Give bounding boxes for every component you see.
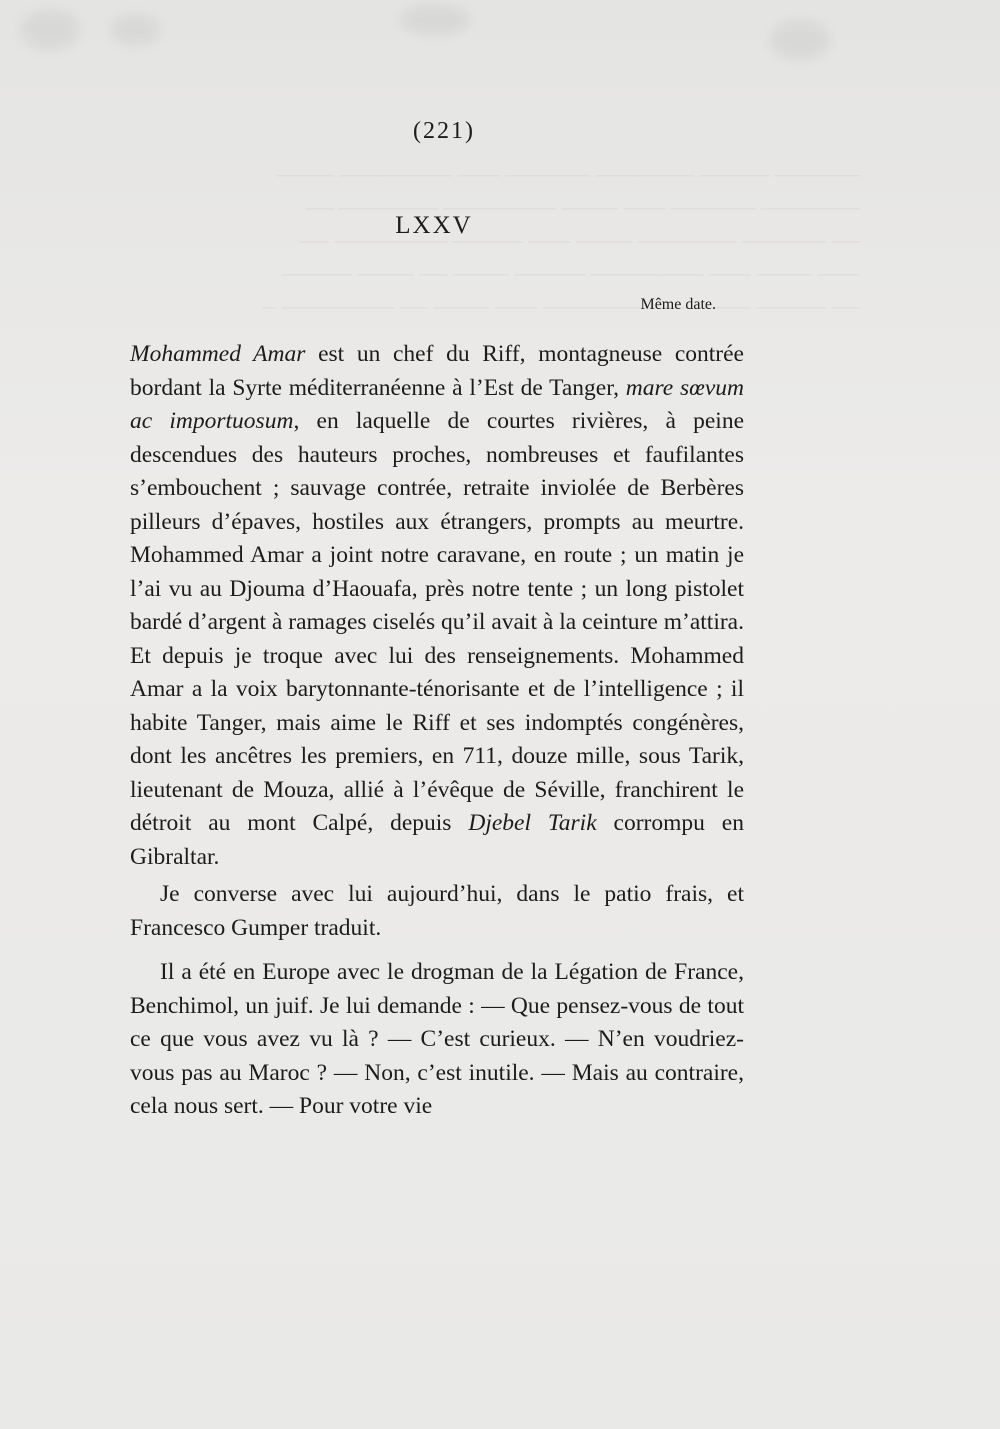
paragraph bbox=[130, 338, 744, 874]
text-span: , en laquelle de courtes rivières, à peine descendues des hauteurs proches, nombreuses et faufilantes s’embouchent ; sauvage contrée, retraite inviolée de Berbères pilleurs d’épaves, hostiles aux étrangers, prompts au meurtre. Mohammed Amar a joint notre caravane, en route ; un matin je l’ai vu au Djouma d’Haouafa, près notre tente ; un long pistolet bardé d’argent à ramages ciselés qu’il avait à la ceinture m’attira. Et depuis je troque avec lui des renseignements. Mohammed Amar a la voix barytonnante-ténorisante et de l’intelligence ; il habite Tanger, mais aime le Riff et ses indomptés congénères, dont les ancêtres les premiers, en 711, douze mille, sous Tarik, lieutenant de Mouza, allié à l’évêque de Séville, franchirent le détroit au mont Calpé, depuis bbox=[130, 408, 744, 836]
bleed-through-text bbox=[140, 160, 860, 325]
body-text bbox=[130, 338, 744, 1135]
text-span: Je converse avec lui aujourd’hui, dans le patio frais, et Francesco Gumper traduit. bbox=[130, 881, 744, 941]
paper-stain bbox=[400, 5, 470, 35]
italic-text: Mohammed Amar bbox=[130, 341, 306, 367]
paragraph bbox=[130, 878, 744, 945]
italic-text: mare sœvum ac importuosum bbox=[130, 374, 744, 434]
paper-stain bbox=[20, 10, 80, 50]
text-span: corrompu en Gibraltar. bbox=[130, 810, 744, 870]
date-line: Même date. bbox=[640, 296, 716, 313]
chapter-title: LXXV bbox=[395, 212, 473, 239]
italic-text: Djebel Tarik bbox=[468, 810, 597, 836]
paragraph bbox=[130, 956, 744, 1124]
text-span: est un chef du Riff, montagneuse contrée bordant la Syrte méditerranéenne à l’Est de Tanger, bbox=[130, 341, 744, 401]
paper-stain bbox=[770, 20, 830, 60]
text-span: Il a été en Europe avec le drogman de la Légation de France, Benchimol, un juif. Je lui demande : — Que pensez-vous de tout ce que vous avez vu là ? — C’est curieux. — N’en voudriez-vous pas au Maroc ? — Non, c’est inutile. — Mais au contraire, cela nous sert. — Pour votre vie bbox=[130, 959, 744, 1119]
page-number: (221) bbox=[413, 118, 475, 144]
paper-stain bbox=[110, 15, 160, 45]
